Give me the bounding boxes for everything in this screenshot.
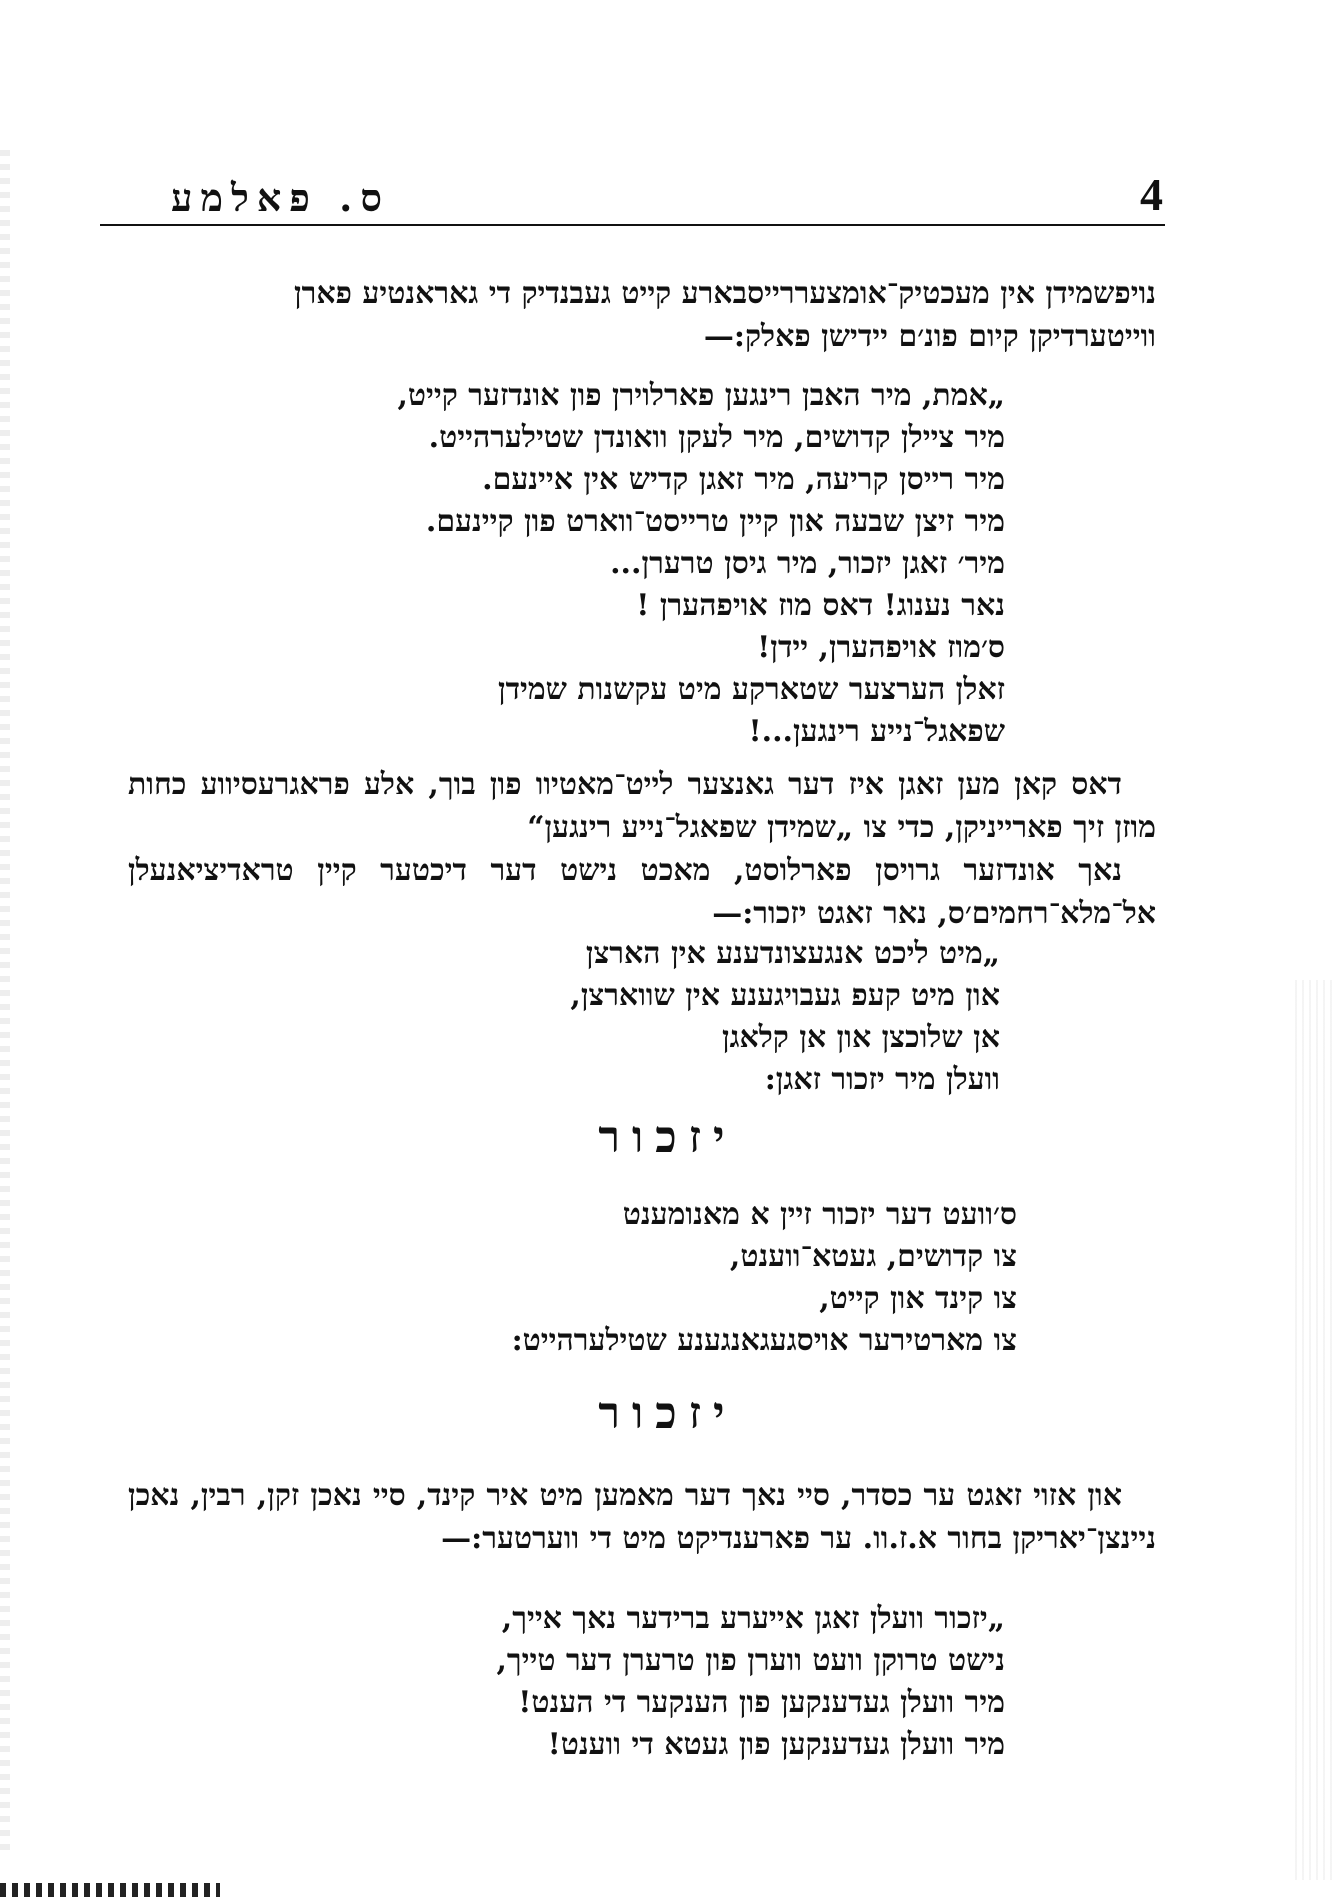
verse-line: וועלן מיר יזכור זאגן: [764, 1062, 1000, 1097]
verse-line: ס׳מוז אויפהערן, יידן! [757, 630, 1005, 665]
verse-line: מיר וועלן געדענקען פון הענקער די הענט! [518, 1685, 1005, 1720]
page-number: 4 [1140, 169, 1163, 220]
prose-block-2 [128, 763, 1156, 935]
verse-line: זאלן הערצער שטארקע מיט עקשנות שמידן [497, 672, 1005, 707]
section-title-yizkor-2: יזכור [598, 1388, 737, 1439]
verse-line: מיר זיצן שבעה און קיין טרייסט־ווארט פון קיינעם. [425, 504, 1005, 539]
verse-line: מיר ציילן קדושים, מיר לעקן וואונדן שטילערהייט. [428, 420, 1005, 455]
verse-line: צו מארטירער אויסגעגאנגענע שטילערהייט: [511, 1323, 1017, 1358]
verse-block-1 [285, 375, 1005, 753]
verse-line: „מיט ליכט אנגעצונדענע אין הארצן [585, 936, 1000, 971]
prose-block-1 [128, 272, 1156, 358]
verse-block-4 [285, 1598, 1005, 1766]
prose-line: ווייטערדיקן קיום פונ׳ם יידישן פאלק:— [703, 319, 1156, 354]
verse-line: ס׳וועט דער יזכור זיין א מאנומענט [622, 1197, 1017, 1232]
verse-line: און מיט קעפ געבויגענע אין שווארצן, [570, 978, 1000, 1013]
prose-line: נויפשמידן אין מעכטיק־אומצעררייסבארע קייט געבנדיק די גאראנטיע פארן [293, 276, 1156, 311]
verse-line: מיר וועלן געדענקען פון געטא די ווענט! [547, 1727, 1005, 1762]
scan-edge-left [0, 150, 10, 1850]
verse-line: צו קדושים, געטא־ווענט, [729, 1239, 1017, 1274]
verse-line: „אמת, מיר האבן רינגען פארלוירן פון אונדזער קייט, [397, 378, 1005, 413]
verse-line: אן שלוכצן און אן קלאגן [721, 1020, 1000, 1055]
prose-paragraph: נאך אונדזער גרויסן פארלוסט, מאכט נישט דער דיכטער קיין טראדיציאנעלן אל־מלא־רחמים׳ס, נאר זאגט יזכור:— [128, 853, 1156, 931]
section-title-yizkor-1: יזכור [598, 1112, 737, 1163]
verse-line: נאר נענוג! דאס מוז אויפהערן ! [636, 588, 1005, 623]
prose-block-3 [128, 1474, 1156, 1560]
verse-line: נישט טרוקן וועט ווערן פון טרערן דער טייך, [496, 1643, 1005, 1678]
verse-block-3 [297, 1194, 1017, 1362]
verse-line: מיר׳ זאגן יזכור, מיר גיסן טרערן... [610, 546, 1005, 581]
prose-paragraph: דאס קאן מען זאגן איז דער גאנצער לייט־מאטיוו פון בוך, אלע פראגרעסיווע כחות מוזן זיך פארייניקן, כדי צו „שמידן שפאגל־נייע רינגען“ [128, 767, 1156, 845]
verse-block-2 [280, 933, 1000, 1101]
verse-line: שפאגל־נייע רינגען...! [748, 714, 1005, 749]
running-head-author: ס. פאלמע [171, 175, 390, 220]
verse-line: מיר רייסן קריעה, מיר זאגן קדיש אין איינעם. [482, 462, 1005, 497]
header-rule [100, 224, 1165, 226]
scan-edge-bottom [0, 1883, 220, 1897]
verse-line: צו קינד און קייט, [819, 1281, 1017, 1316]
prose-paragraph: און אזוי זאגט ער כסדר, סיי נאך דער מאמען מיט איר קינד, סיי נאכן זקן, רבין, נאכן ניינצן־יאריקן בחור א.ז.וו. ער פארענדיקט מיט די ווערטער:— [128, 1478, 1156, 1556]
verse-line: „יזכור וועלן זאגן אייערע ברידער נאך אייך, [501, 1601, 1005, 1636]
